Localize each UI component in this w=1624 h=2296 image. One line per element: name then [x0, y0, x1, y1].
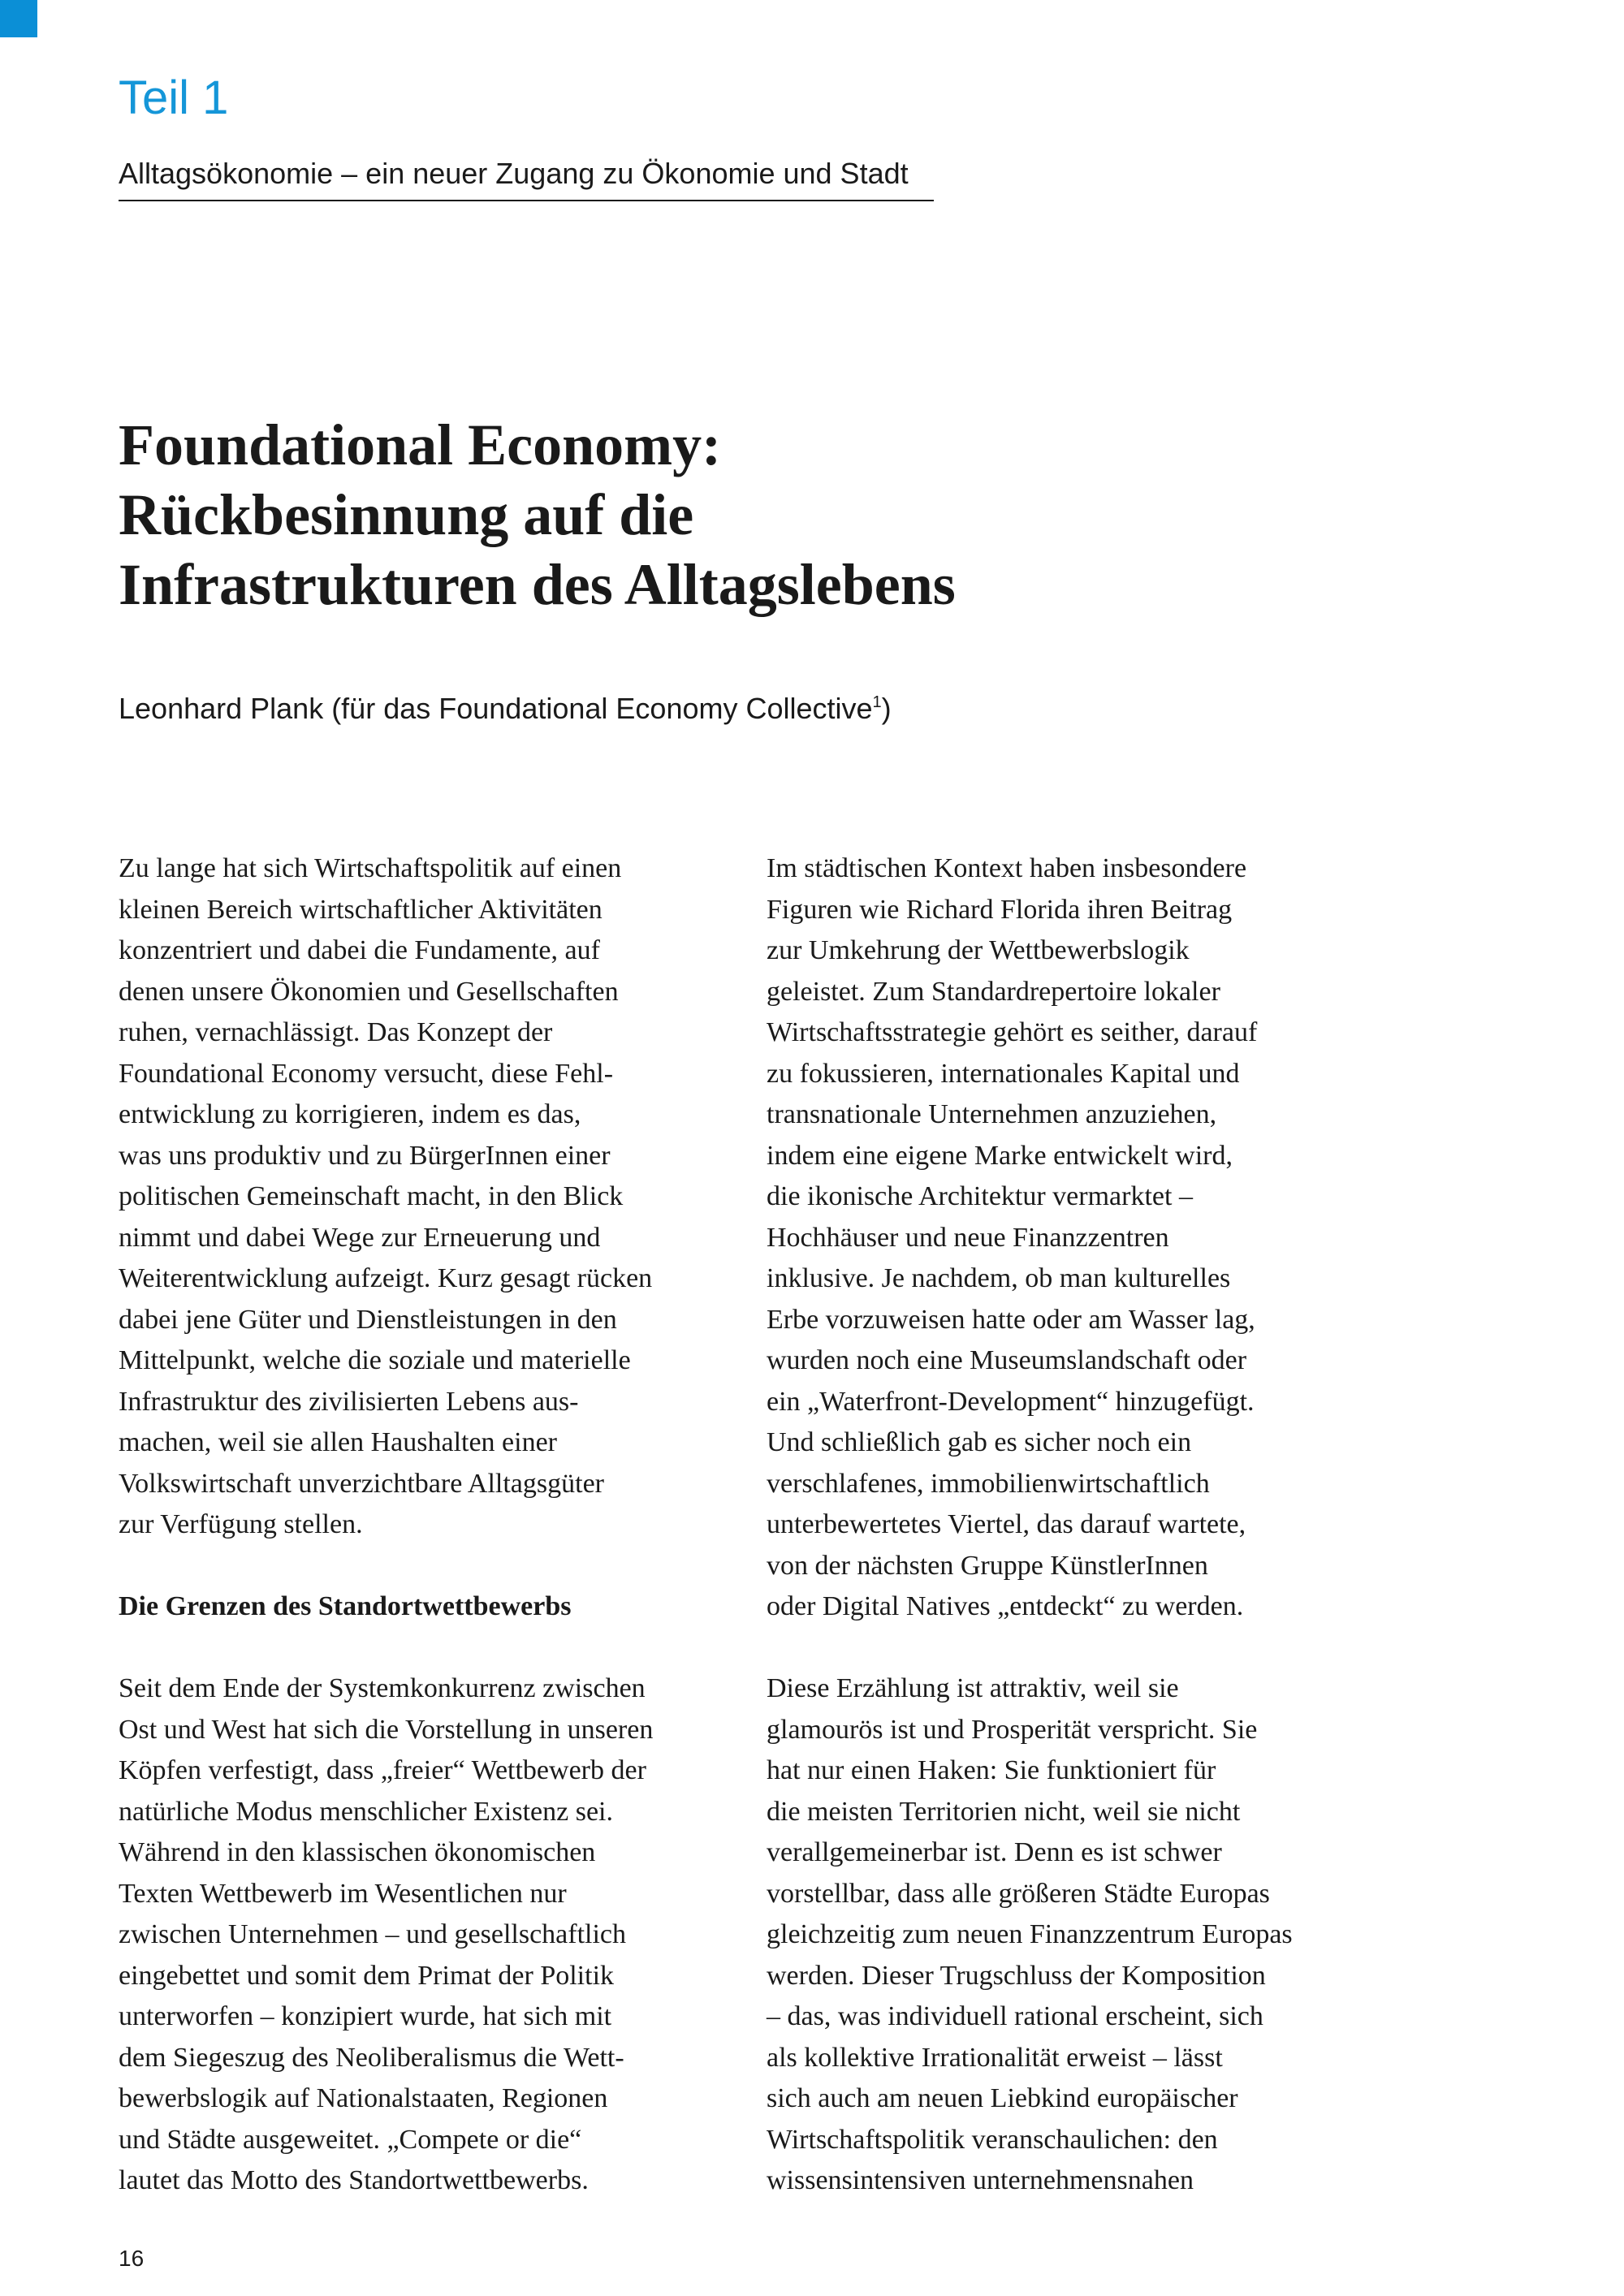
paragraph-intro [119, 848, 736, 1546]
title-line-3: Infrastrukturen des Alltagslebens [119, 552, 956, 617]
text-line: Ost und West hat sich die Vorstellung in unseren [119, 1714, 654, 1745]
text-line: zur Umkehrung der Wettbewerbslogik [767, 935, 1190, 965]
text-line: wissensintensiven unternehmensnahen [767, 2165, 1194, 2195]
text-line: ein „Waterfront-Development“ hinzugefügt. [767, 1386, 1255, 1417]
author-close: ) [881, 692, 892, 725]
text-line: vorstellbar, dass alle größeren Städte Europas [767, 1878, 1270, 1909]
text-line: indem eine eigene Marke entwickelt wird, [767, 1140, 1233, 1171]
part-label: Teil 1 [119, 71, 229, 124]
text-line: zu fokussieren, internationales Kapital und [767, 1058, 1240, 1089]
text-line: denen unsere Ökonomien und Gesellschaften [119, 976, 619, 1007]
text-line: Erbe vorzuweisen hatte oder am Wasser lag, [767, 1304, 1255, 1335]
text-line: Volkswirtschaft unverzichtbare Alltagsgüter [119, 1468, 604, 1499]
text-line: konzentriert und dabei die Fundamente, auf [119, 935, 600, 965]
text-line: Infrastruktur des zivilisierten Lebens aus- [119, 1386, 579, 1417]
text-line: von der nächsten Gruppe KünstlerInnen [767, 1550, 1208, 1581]
text-line: Weiterentwicklung aufzeigt. Kurz gesagt rücken [119, 1263, 653, 1293]
text-line: nimmt und dabei Wege zur Erneuerung und [119, 1222, 601, 1253]
left-column [119, 848, 736, 2202]
text-line: lautet das Motto des Standortwettbewerbs. [119, 2165, 589, 2195]
text-line: gleichzeitig zum neuen Finanzzentrum Europas [767, 1919, 1293, 1949]
text-line: oder Digital Natives „entdeckt“ zu werden. [767, 1591, 1244, 1621]
article-title [119, 410, 1337, 619]
text-line: Im städtischen Kontext haben insbesondere [767, 853, 1247, 883]
text-line: dem Siegeszug des Neoliberalismus die Wett- [119, 2042, 624, 2073]
text-line: transnationale Unternehmen anzuziehen, [767, 1099, 1217, 1129]
text-line: – das, was individuell rational erscheint, sich [767, 2001, 1263, 2031]
text-line: kleinen Bereich wirtschaftlicher Aktivitäten [119, 894, 603, 925]
text-line: entwicklung zu korrigieren, indem es das, [119, 1099, 581, 1129]
corner-color-marker [0, 0, 37, 37]
page-number: 16 [119, 2246, 145, 2271]
text-line: Diese Erzählung ist attraktiv, weil sie [767, 1673, 1179, 1703]
text-line: unterworfen – konzipiert wurde, hat sich mit [119, 2001, 612, 2031]
text-line: Und schließlich gab es sicher noch ein [767, 1427, 1192, 1457]
text-line: verschlafenes, immobilienwirtschaftlich [767, 1468, 1210, 1499]
text-line: Zu lange hat sich Wirtschaftspolitik auf einen [119, 853, 622, 883]
text-line: zur Verfügung stellen. [119, 1509, 363, 1539]
text-line: Mittelpunkt, welche die soziale und materielle [119, 1345, 631, 1375]
text-line: ruhen, vernachlässigt. Das Konzept der [119, 1017, 553, 1047]
text-line: machen, weil sie allen Haushalten einer [119, 1427, 557, 1457]
text-line: unterbewertetes Viertel, das darauf wartete, [767, 1509, 1246, 1539]
text-line: Köpfen verfestigt, dass „freier“ Wettbewerb der [119, 1755, 646, 1785]
text-line: geleistet. Zum Standardrepertoire lokaler [767, 976, 1220, 1007]
paragraph-narrative [767, 1668, 1400, 2202]
author-line [119, 684, 892, 727]
text-line: und Städte ausgeweitet. „Compete or die“ [119, 2124, 582, 2155]
text-line: werden. Dieser Trugschluss der Komposition [767, 1960, 1266, 1991]
text-line: hat nur einen Haken: Sie funktioniert für [767, 1755, 1216, 1785]
text-line: politischen Gemeinschaft macht, in den Blick [119, 1181, 624, 1211]
text-line: inklusive. Je nachdem, ob man kulturelles [767, 1263, 1231, 1293]
section-heading: Die Grenzen des Standortwettbewerbs [119, 1591, 572, 1621]
right-column [767, 848, 1400, 2202]
text-line: Texten Wettbewerb im Wesentlichen nur [119, 1878, 567, 1909]
text-line: als kollektive Irrationalität erweist – lässt [767, 2042, 1223, 2073]
text-line: dabei jene Güter und Dienstleistungen in den [119, 1304, 617, 1335]
section-subtitle: Alltagsökonomie – ein neuer Zugang zu Ökonomie und Stadt [119, 156, 934, 201]
text-line: eingebettet und somit dem Primat der Politik [119, 1960, 615, 1991]
text-line: bewerbslogik auf Nationalstaaten, Regionen [119, 2083, 608, 2113]
text-line: Wirtschaftspolitik veranschaulichen: den [767, 2124, 1218, 2155]
text-line: die meisten Territorien nicht, weil sie nicht [767, 1796, 1241, 1827]
text-line: die ikonische Architektur vermarktet – [767, 1181, 1193, 1211]
text-line: glamourös ist und Prosperität verspricht. Sie [767, 1714, 1258, 1745]
text-line: verallgemeinerbar ist. Denn es ist schwer [767, 1837, 1222, 1867]
text-line: zwischen Unternehmen – und gesellschaftlich [119, 1919, 627, 1949]
author-name: Leonhard Plank (für das Foundational Economy Collective [119, 692, 873, 725]
text-line: Figuren wie Richard Florida ihren Beitrag [767, 894, 1233, 925]
paragraph-urban-context [767, 848, 1400, 1628]
text-line: wurden noch eine Museumslandschaft oder [767, 1345, 1247, 1375]
title-line-1: Foundational Economy: [119, 412, 722, 477]
paragraph-competition [119, 1668, 736, 2202]
text-line: natürliche Modus menschlicher Existenz sei. [119, 1796, 613, 1827]
footnote-marker: 1 [872, 693, 882, 711]
title-line-2: Rückbesinnung auf die [119, 482, 694, 547]
text-line: sich auch am neuen Liebkind europäischer [767, 2083, 1238, 2113]
text-line: Seit dem Ende der Systemkonkurrenz zwischen [119, 1673, 646, 1703]
text-line: Foundational Economy versucht, diese Fehl- [119, 1058, 614, 1089]
text-line: Während in den klassischen ökonomischen [119, 1837, 596, 1867]
text-line: Hochhäuser und neue Finanzzentren [767, 1222, 1169, 1253]
text-line: was uns produktiv und zu BürgerInnen einer [119, 1140, 611, 1171]
text-line: Wirtschaftsstrategie gehört es seither, darauf [767, 1017, 1258, 1047]
